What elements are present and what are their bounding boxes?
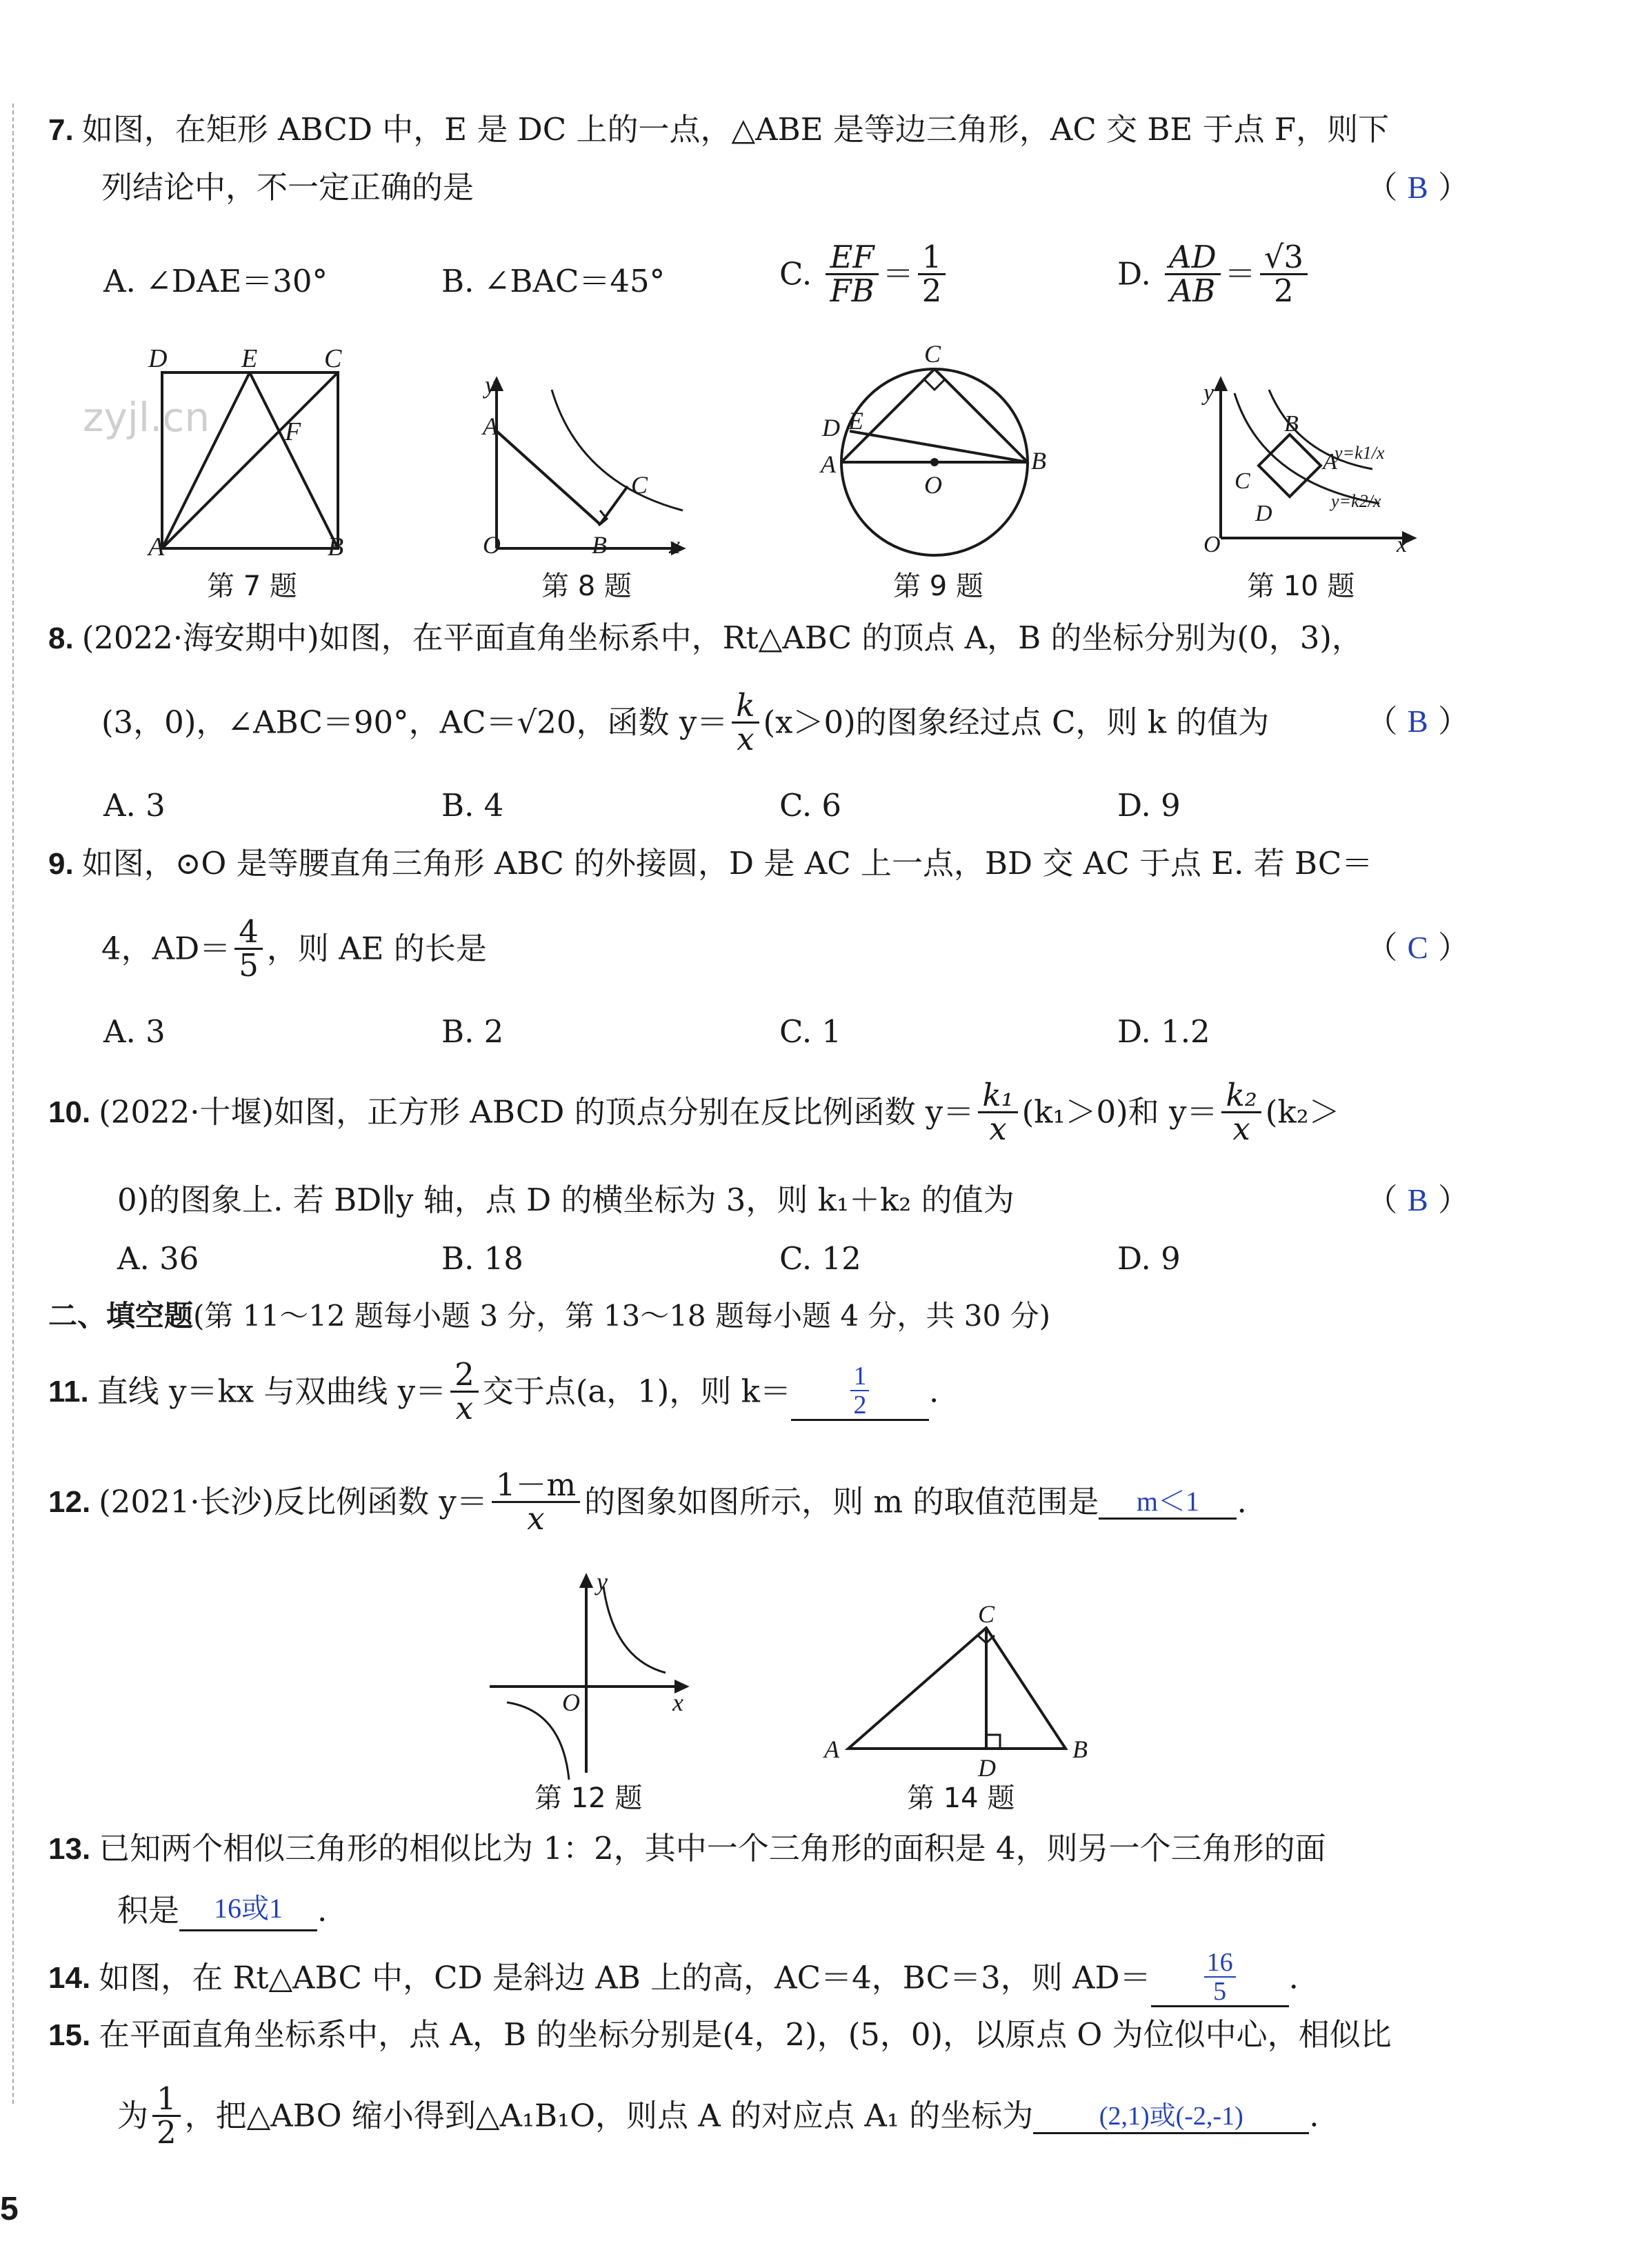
q7-option-d: D. $\frac{AD}{AB}$ ＝ $\frac{√3}{2}$ xyxy=(1117,241,1312,307)
fig12-caption: 第 12 题 xyxy=(534,1782,643,1814)
svg-text:C: C xyxy=(1235,468,1250,494)
q13-answer-blank xyxy=(179,1887,317,1931)
q7-answer: B xyxy=(1407,170,1428,205)
svg-text:O: O xyxy=(1203,532,1221,557)
q8-option-b: B. 4 xyxy=(441,787,504,824)
question-13: 13. 已知两个相似三角形的相似比为 1：2，其中一个三角形的面积是 4，则另一个三角形的面 xyxy=(48,1830,1326,1867)
question-9: 9. 如图，⊙O 是等腰直角三角形 ABC 的外接圆，D 是 AC 上一点，BD 交 AC 于点 E. 若 BC＝ xyxy=(48,845,1373,882)
q10-answer: B xyxy=(1407,1183,1428,1217)
svg-text:O: O xyxy=(562,1689,580,1716)
svg-text:D: D xyxy=(148,344,168,373)
q8-answer: B xyxy=(1407,704,1428,739)
fig7-watermark: zyjl.cn xyxy=(83,394,210,441)
q10-option-d: D. 9 xyxy=(1117,1240,1181,1277)
svg-text:B: B xyxy=(592,531,607,559)
svg-text:F: F xyxy=(285,417,301,446)
figure-9 xyxy=(819,340,1046,555)
figure-10 xyxy=(1201,379,1414,557)
q15-answer: (2,1)或(-2,-1) xyxy=(1099,2101,1243,2131)
svg-text:y: y xyxy=(1203,380,1215,406)
question-12: 12. (2021·长沙)反比例函数 y＝ $\frac{1-m}{x}$ 的图象如图所示，则 m 的取值范围是 m＜1 . xyxy=(48,1466,1247,1537)
svg-text:x: x xyxy=(672,1689,683,1716)
svg-text:B: B xyxy=(328,533,344,561)
question-8-line2: (3，0)，∠ABC＝90°，AC＝√20，函数 y＝ $\frac{k}{x}$ (x＞0)的图象经过点 C，则 k 的值为 （ B ） xyxy=(101,687,1469,757)
svg-text:A: A xyxy=(483,412,498,440)
q7-option-c: C. $\frac{EF}{FB}$ ＝ $\frac{1}{2}$ xyxy=(779,241,950,307)
question-9-line2: 4，AD＝ $\frac{4}{5}$ ，则 AE 的长是 （ C ） xyxy=(101,913,1469,984)
q12-answer: m＜1 xyxy=(1136,1486,1199,1517)
q9-option-a: A. 3 xyxy=(103,1013,166,1050)
svg-text:y=k1/x: y=k1/x xyxy=(1335,443,1385,463)
svg-text:E: E xyxy=(241,344,258,373)
q7-answer-paren: （ B ） xyxy=(1366,169,1469,206)
svg-text:D: D xyxy=(822,414,840,441)
q9-answer: C xyxy=(1407,931,1428,965)
fig14-caption: 第 14 题 xyxy=(907,1782,1015,1814)
q10-option-a: A. 36 xyxy=(117,1240,199,1277)
fig10-caption: 第 10 题 xyxy=(1247,570,1355,602)
section-2-heading xyxy=(48,1295,1469,1337)
svg-text:y=k2/x: y=k2/x xyxy=(1331,491,1381,511)
svg-text:E: E xyxy=(848,407,863,435)
figure-12 xyxy=(490,1568,686,1780)
fig9-caption: 第 9 题 xyxy=(893,570,983,602)
svg-text:x: x xyxy=(669,531,680,559)
question-7: 7. 如图，在矩形 ABCD 中，E 是 DC 上的一点，△ABE 是等边三角形，AC 交 BE 于点 F，则下 xyxy=(48,111,1390,148)
svg-text:A: A xyxy=(148,533,165,561)
q13-answer: 16或1 xyxy=(214,1893,283,1924)
svg-text:A: A xyxy=(821,450,836,478)
q7-option-b: B. ∠BAC＝45° xyxy=(441,263,666,299)
svg-text:B: B xyxy=(1031,447,1046,475)
svg-text:D: D xyxy=(1255,501,1272,526)
svg-text:O: O xyxy=(924,471,942,499)
q14-answer: $\frac{16}{5}$ xyxy=(1204,1949,1236,2005)
section-2-note: (第 11～12 题每小题 3 分，第 13～18 题每小题 4 分，共 30 分) xyxy=(193,1299,1050,1333)
question-7-line2: 列结论中，不一定正确的是 （ B ） xyxy=(101,167,1469,208)
q7-option-a: A. ∠DAE＝30° xyxy=(103,263,328,299)
question-11: 11. 直线 y＝kx 与双曲线 y＝ $\frac{2}{x}$ 交于点(a，1)，则 k＝ $\frac{1}{2}$ . xyxy=(48,1356,939,1426)
svg-text:A: A xyxy=(1323,449,1337,475)
figure-7 xyxy=(83,344,343,561)
fig8-caption: 第 8 题 xyxy=(541,570,632,602)
svg-text:x: x xyxy=(1397,532,1408,557)
question-15-line2: 为 $\frac{1}{2}$ ，把△ABO 缩小得到△A₁B₁O，则点 A 的对应点 A₁ 的坐标为 (2,1)或(-2,-1) . xyxy=(117,2080,1319,2151)
q15-answer-blank xyxy=(1033,2098,1309,2134)
q12-answer-blank xyxy=(1099,1484,1237,1520)
figure-row-12-14 xyxy=(0,1566,1629,1800)
q14-answer-blank xyxy=(1151,1949,1289,2007)
question-14: 14. 如图，在 Rt△ABC 中，CD 是斜边 AB 上的高，AC＝4，BC＝3，则 AD＝ $\frac{16}{5}$ . xyxy=(48,1948,1299,2006)
question-15: 15. 在平面直角坐标系中，点 A，B 的坐标分别是(4，2)，(5，0)，以原点 O 为位似中心，相似比 xyxy=(48,2016,1392,2053)
q9-option-c: C. 1 xyxy=(779,1013,842,1050)
q10-option-b: B. 18 xyxy=(441,1240,523,1277)
svg-text:C: C xyxy=(978,1600,995,1628)
q11-answer-blank xyxy=(791,1362,929,1421)
svg-text:C: C xyxy=(924,340,941,368)
q9-option-b: B. 2 xyxy=(441,1013,504,1050)
svg-text:C: C xyxy=(631,471,648,499)
svg-text:B: B xyxy=(1072,1735,1088,1763)
q7-line1: 如图，在矩形 ABCD 中，E 是 DC 上的一点，△ABE 是等边三角形，AC 交 BE 于点 F，则下 xyxy=(81,111,1390,148)
svg-text:D: D xyxy=(978,1754,996,1782)
q9-option-d: D. 1.2 xyxy=(1117,1013,1210,1050)
q8-option-a: A. 3 xyxy=(103,787,166,824)
figure-8 xyxy=(481,371,683,559)
fig7-caption: 第 7 题 xyxy=(207,570,297,602)
page-number: 5 xyxy=(0,2191,19,2227)
svg-text:y: y xyxy=(485,371,496,399)
svg-text:A: A xyxy=(824,1735,839,1763)
q8-option-d: D. 9 xyxy=(1117,787,1181,824)
question-10-line2: 0)的图象上. 若 BD∥y 轴，点 D 的横坐标为 3，则 k₁＋k₂ 的值为 （ B ） xyxy=(117,1182,1469,1218)
q11-answer: $\frac{1}{2}$ xyxy=(850,1362,869,1419)
section-2-title: 二、填空题 xyxy=(48,1299,194,1333)
question-8: 8. (2022·海安期中)如图，在平面直角坐标系中，Rt△ABC 的顶点 A，B 的坐标分别为(0，3)， xyxy=(48,619,1363,656)
svg-text:y: y xyxy=(597,1568,608,1595)
q8-option-c: C. 6 xyxy=(779,787,842,824)
figure-14 xyxy=(823,1600,1088,1782)
svg-text:B: B xyxy=(1284,411,1299,437)
question-13-line2: 积是 16或1 . xyxy=(117,1887,1538,1931)
question-10: 10. (2022·十堰)如图，正方形 ABCD 的顶点分别在反比例函数 y＝ $\frac{\text{k₁}}{x}$ (k₁＞0)和 y＝ $\frac{\text{k₂}}{x}$ (k₂＞ xyxy=(48,1077,1340,1147)
q10-option-c: C. 12 xyxy=(779,1240,861,1277)
svg-text:C: C xyxy=(324,344,342,373)
svg-text:O: O xyxy=(483,531,501,559)
